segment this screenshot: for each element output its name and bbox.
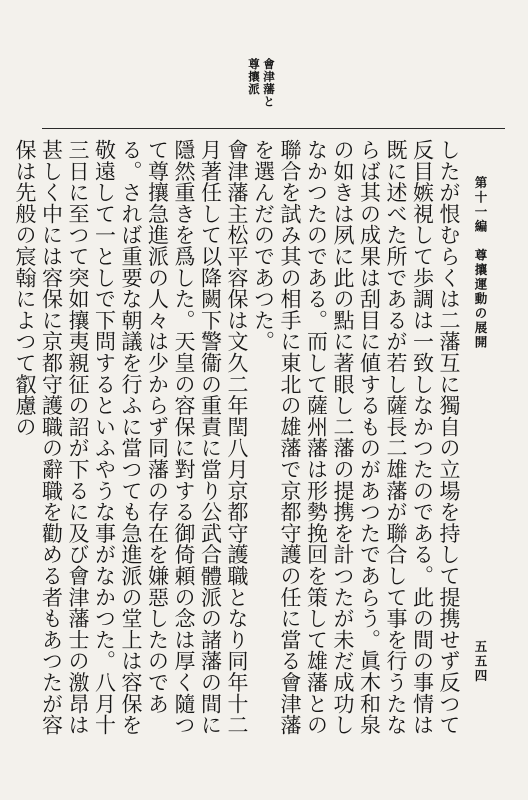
header-rule — [42, 128, 505, 129]
body-text — [13, 139, 462, 739]
page-number: 五五四 — [473, 640, 488, 684]
paragraph-2: 會津藩主松平容保は文久二年閏八月京都守護職となり同年十二月著任して以降闕下警衞の重責に當り公武合體派の諸藩の間に隱然重きを爲した。天皇の容保に對する御倚頼の念は厚く隨つて尊攘急進派の人々は少からず同藩の存在を嫌惡したのである。されば重要な朝議を行ふに當つても急進派の堂上は容保を敬遠して一としで下問するといふやうな事がなかつた。八月十三日に至つて突如攘夷親征の詔が下るに及び會津藩士の激昂は甚しく中には容保に京都守護職の辭職を勸める者もあつたが容保は先般の宸翰によつて叡慮の — [13, 139, 249, 736]
running-head: 第十一編 尊攘運動の展開 — [473, 176, 488, 350]
paragraph-1: したが恨むらくは二藩互に獨自の立場を持して提携せず反つて反目嫉視して歩調は一致しなかつたのである。此の間の事情は既に述べた所であるが若し薩長二雄藩が聯合して事を行うたならば其の成果は刮目に値するものがあつたであらう。眞木和泉の如きは夙に此の點に著眼し二藩の提携を計つたが未だ成功しなかつたのである。而して薩州藩は形勢挽回を策して雄藩との聯合を試み其の相手に東北の雄藩で京都守護の任に當る會津藩を選んだのであつた。 — [251, 139, 461, 736]
side-note: 會津藩と尊攘派 — [247, 58, 276, 108]
